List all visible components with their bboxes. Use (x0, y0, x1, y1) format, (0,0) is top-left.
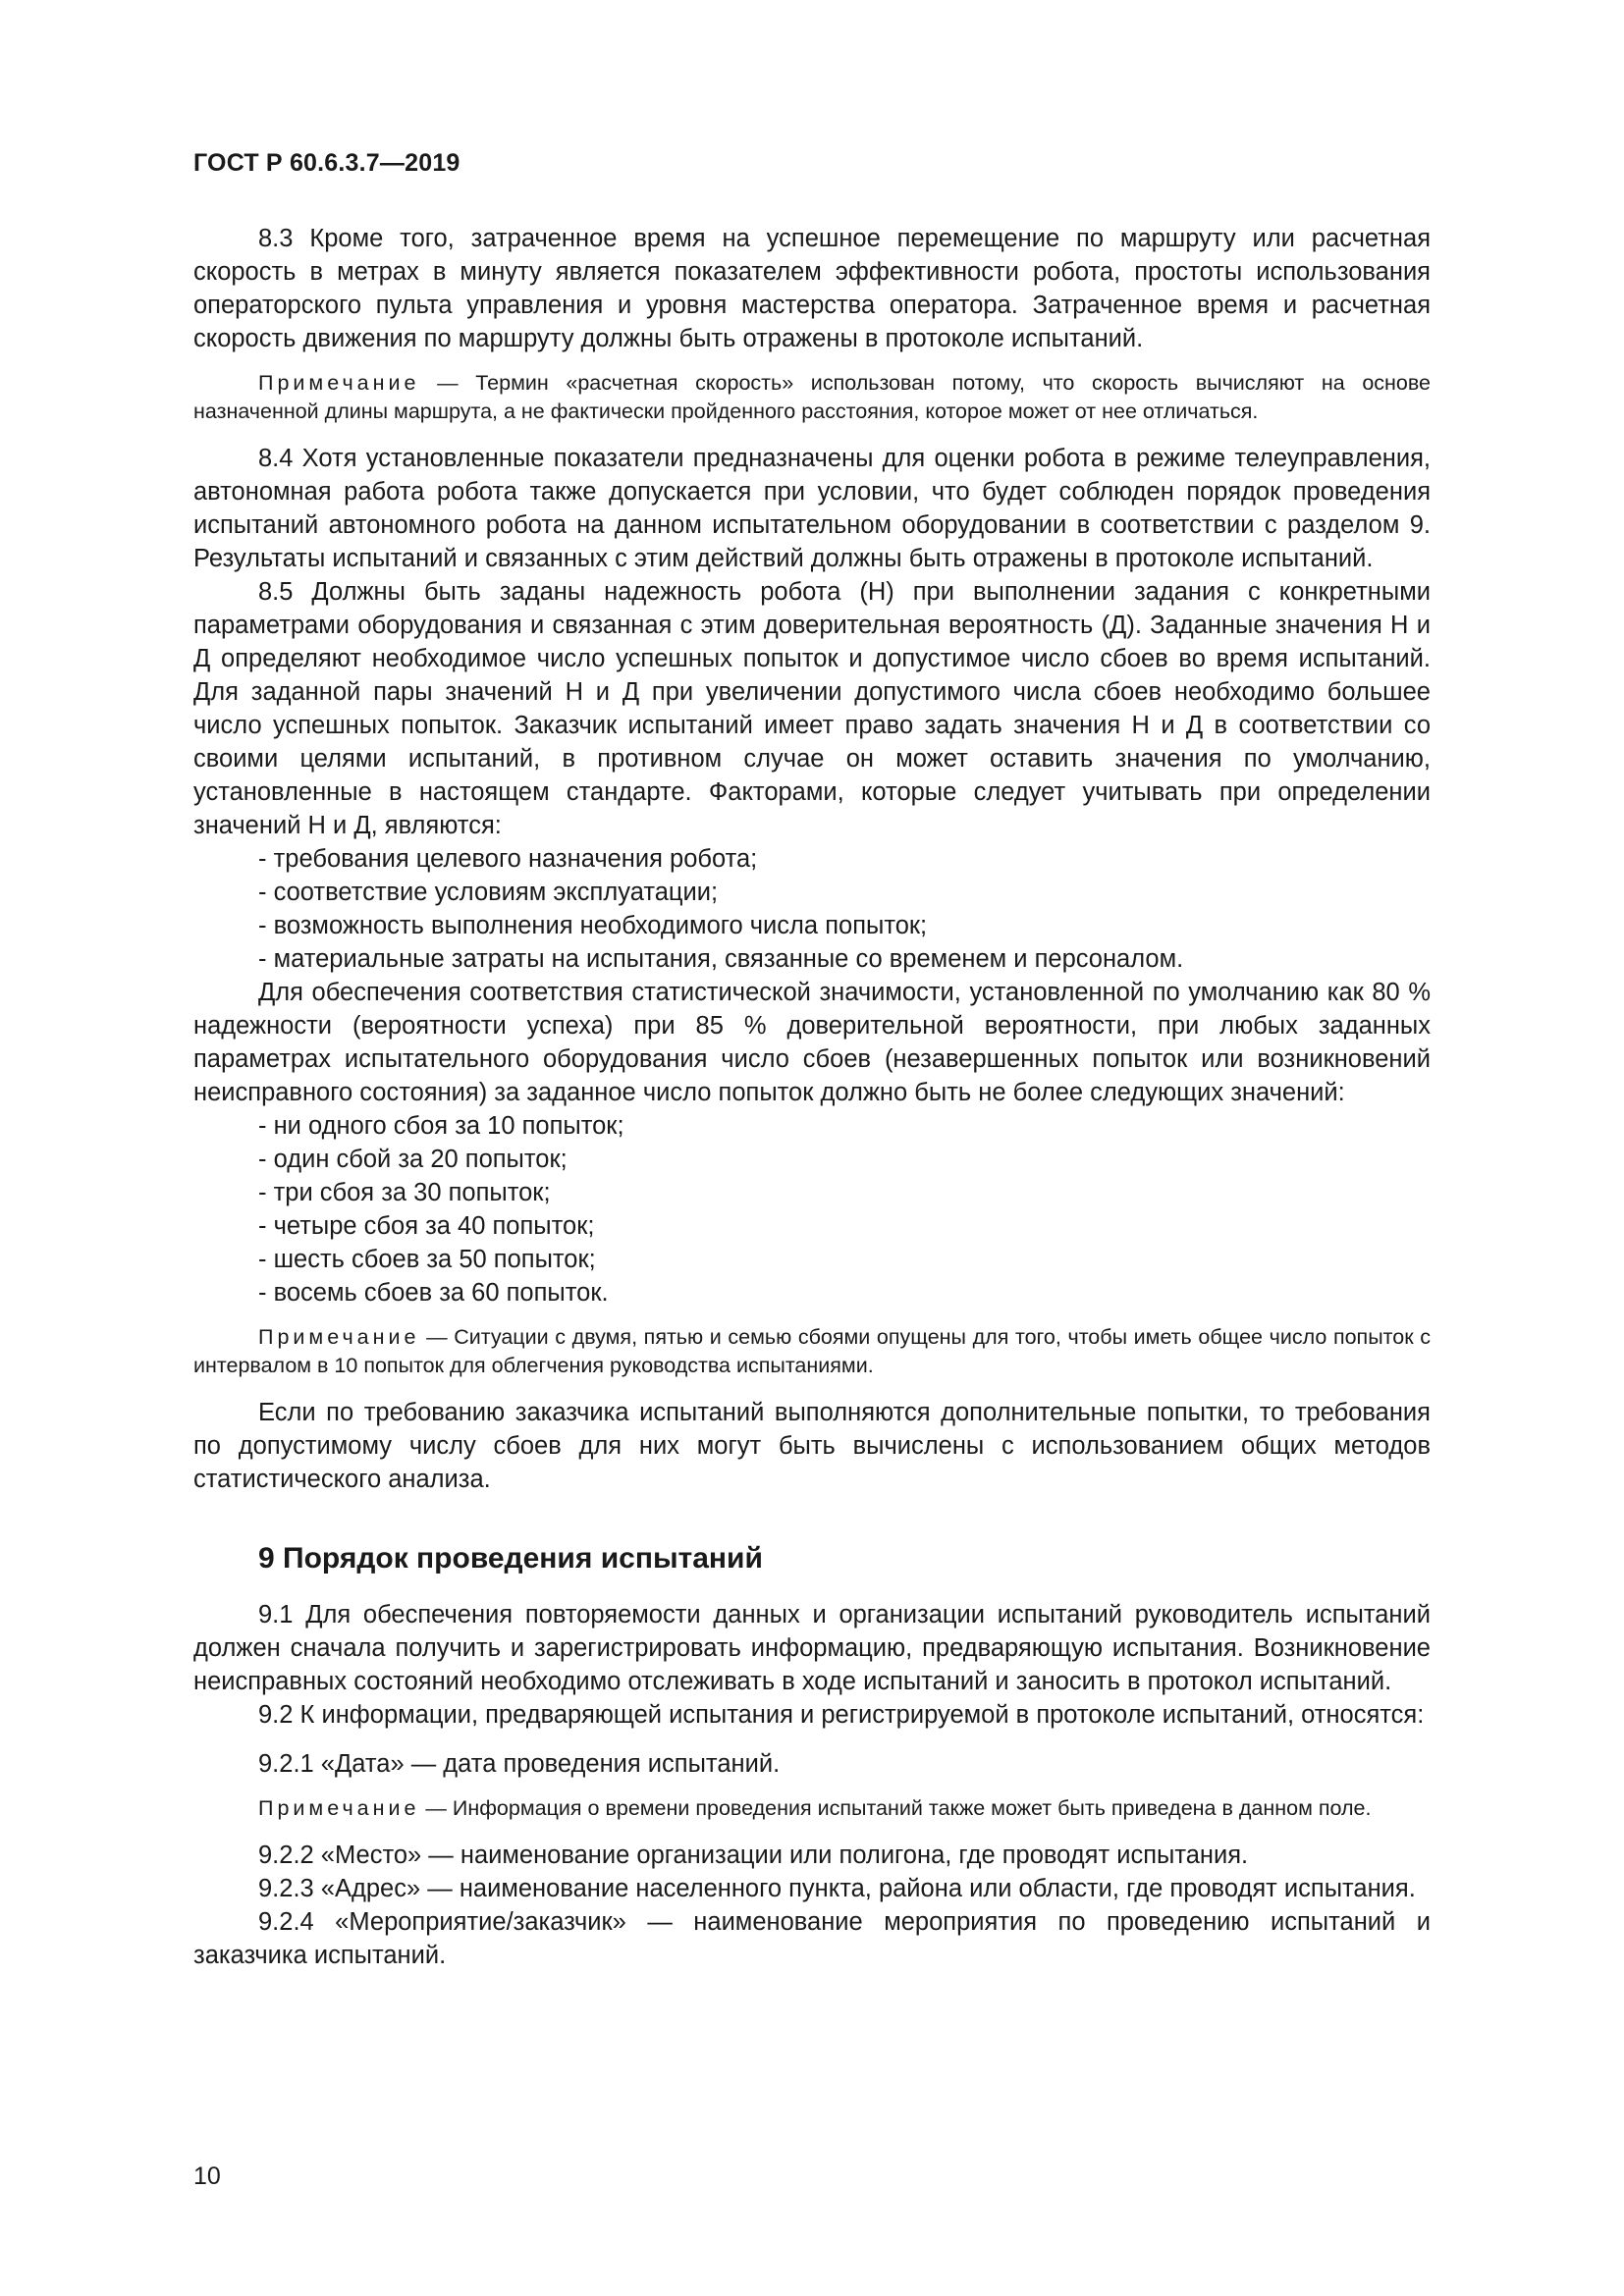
note-label: Примечание (258, 1325, 420, 1349)
note-label: Примечание (258, 371, 420, 395)
paragraph-statistics: Для обеспечения соответствия статистической значимости, установленной по умолчанию как 80 % надежности (вероятности успеха) при 85 % доверительной вероятности, при любых заданных параметрах испытательного оборудования число сбоев (незавершенных попыток или возникновений неисправного состояния) за заданное число попыток должно быть не более следующих значений: (193, 979, 1431, 1106)
note-3 (193, 1794, 1431, 1823)
paragraph-8-4: 8.4 Хотя установленные показатели предназначены для оценки робота в режиме телеуправления, автономная работа робота также допускается при условии, что будет соблюден порядок проведения испытаний автономного робота на данном испытательном оборудовании в соответствии с разделом 9. Результаты испытаний и связанных с этим действий должны быть отражены в протоколе испытаний. (193, 445, 1431, 572)
document-body (193, 222, 1431, 1972)
list-item: - один сбой за 20 попыток; (258, 1143, 1431, 1176)
list-item: - три сбоя за 30 попыток; (258, 1176, 1431, 1209)
page-number: 10 (193, 2163, 221, 2190)
note-text: — Информация о времени проведения испытаний также может быть приведена в данном поле. (419, 1796, 1372, 1820)
paragraph-8-3: 8.3 Кроме того, затраченное время на успешное перемещение по маршруту или расчетная скорость в метрах в минуту является показателем эффективности робота, простоты использования операторского пульта управления и уровня мастерства оператора. Затраченное время и расчетная скорость движения по маршруту должны быть отражены в протоколе испытаний. (193, 225, 1431, 352)
paragraph-9-1: 9.1 Для обеспечения повторяемости данных и организации испытаний руководитель испытаний должен сначала получить и зарегистрировать информацию, предваряющую испытания. Возникновение неисправных состояний необходимо отслеживать в ходе испытаний и заносить в протокол испытаний. (193, 1601, 1431, 1695)
note-2 (193, 1323, 1431, 1380)
factors-list (193, 842, 1431, 976)
list-item: - соответствие условиям эксплуатации; (258, 876, 1431, 909)
list-item: - материальные затраты на испытания, связанные со временем и персоналом. (258, 942, 1431, 976)
list-item: - ни одного сбоя за 10 попыток; (258, 1109, 1431, 1143)
section-9-heading: 9 Порядок проведения испытаний (258, 1542, 763, 1575)
paragraph-extra-attempts: Если по требованию заказчика испытаний выполняются дополнительные попытки, то требования по допустимому числу сбоев для них могут быть вычислены с использованием общих методов статистического анализа. (193, 1399, 1431, 1493)
list-item: - четыре сбоя за 40 попыток; (258, 1209, 1431, 1243)
paragraph-9-2-2: 9.2.2 «Место» — наименование организации или полигона, где проводят испытания. (258, 1842, 1249, 1869)
failure-limits-list (193, 1109, 1431, 1309)
paragraph-9-2-1: 9.2.1 «Дата» — дата проведения испытаний. (258, 1750, 781, 1778)
list-item: - требования целевого назначения робота; (258, 842, 1431, 876)
note-text: — Термин «расчетная скорость» использован потому, что скорость вычисляют на основе назначенной длины маршрута, а не фактически пройденного расстояния, которое может от нее отличаться. (193, 371, 1431, 423)
note-text: — Ситуации с двумя, пятью и семью сбоями опущены для того, чтобы иметь общее число попыток с интервалом в 10 попыток для облегчения руководства испытаниями. (193, 1325, 1431, 1377)
list-item: - шесть сбоев за 50 попыток; (258, 1243, 1431, 1276)
paragraph-9-2: 9.2 К информации, предваряющей испытания и регистрируемой в протоколе испытаний, относятся: (258, 1701, 1425, 1729)
list-item: - восемь сбоев за 60 попыток. (258, 1276, 1431, 1309)
note-label: Примечание (258, 1796, 420, 1820)
paragraph-9-2-4: 9.2.4 «Мероприятие/заказчик» — наименование мероприятия по проведению испытаний и заказчика испытаний. (193, 1908, 1431, 1969)
paragraph-9-2-3: 9.2.3 «Адрес» — наименование населенного пункта, района или области, где проводят испытания. (258, 1875, 1416, 1902)
document-header-code: ГОСТ Р 60.6.3.7—2019 (193, 149, 460, 177)
list-item: - возможность выполнения необходимого числа попыток; (258, 909, 1431, 942)
note-1 (193, 369, 1431, 426)
paragraph-8-5: 8.5 Должны быть заданы надежность робота (Н) при выполнении задания с конкретными параметрами оборудования и связанная с этим доверительная вероятность (Д). Заданные значения Н и Д определяют необходимое число успешных попыток и допустимое число сбоев во время испытаний. Для заданной пары значений Н и Д при увеличении допустимого числа сбоев необходимо большее число успешных попыток. Заказчик испытаний имеет право задать значения Н и Д в соответствии со своими целями испытаний, в противном случае он может оставить значения по умолчанию, установленные в настоящем стандарте. Факторами, которые следует учитывать при определении значений Н и Д, являются: (193, 578, 1431, 839)
